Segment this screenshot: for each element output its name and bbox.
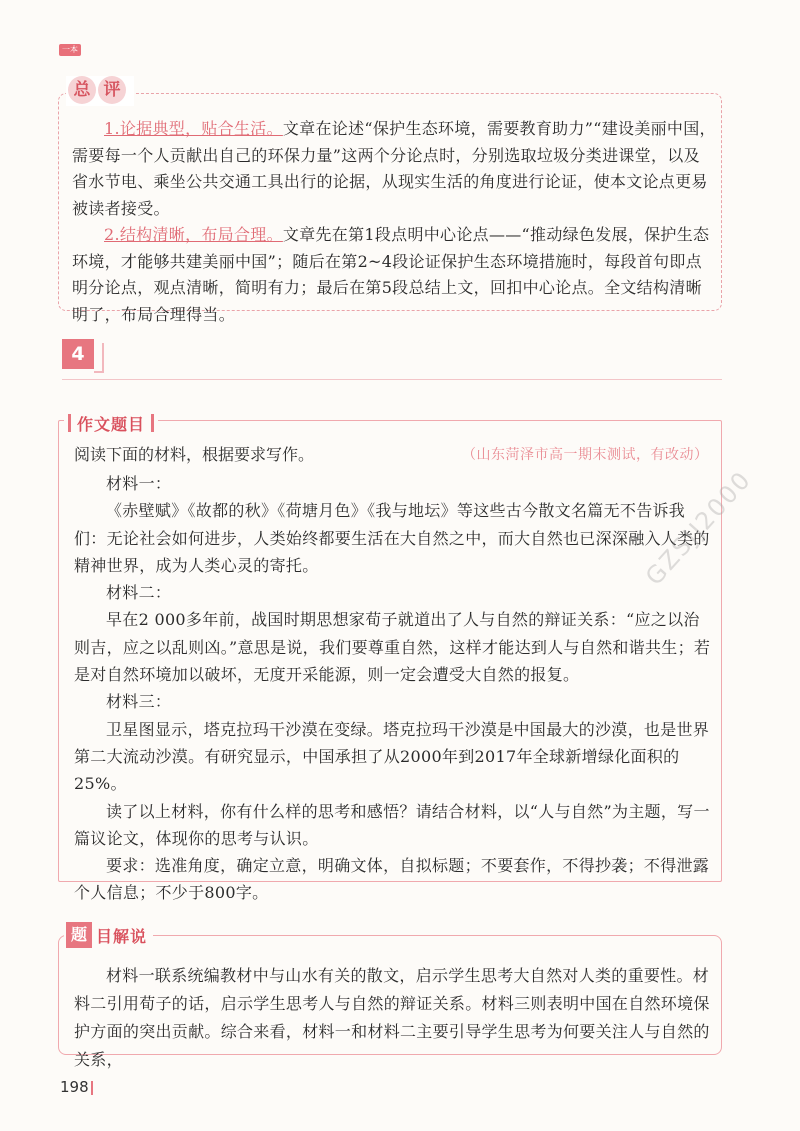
summary-badge-char-2: 评: [98, 76, 126, 104]
essay-body: [74, 470, 714, 907]
summary-badge: [66, 76, 134, 106]
essay-requirements: 要求：选准角度，确定立意，明确文体，自拟标题；不要套作，不得抄袭；不得泄露个人信息；不少于800字。: [74, 856, 710, 903]
essay-source: （山东菏泽市高一期末测试，有改动）: [462, 447, 709, 463]
summary-point-2-label: 2.结构清晰，布局合理。: [104, 225, 283, 244]
essay-prompt: 读了以上材料，你有什么样的思考和感悟？请结合材料，以“人与自然”为主题，写一篇议论文，体现你的思考与认识。: [74, 801, 710, 848]
analysis-badge: 题: [66, 922, 92, 948]
corner-tag: 一本: [59, 44, 81, 56]
essay-question-title: 作文题目: [77, 414, 146, 434]
section-number-decoration: [94, 343, 104, 373]
section-divider: [62, 379, 722, 380]
page-number-bar: [91, 1081, 93, 1095]
section-number-badge: 4: [62, 339, 94, 369]
summary-point-2-text: 文章先在第1段点明中心论点——“推动绿色发展，保护生态环境，才能够共建美丽中国”；随后在第2~4段论证保护生态环境措施时，每段首句即点明分论点，观点清晰，简明有力；最后在第5段总结上文，回扣中心论点。全文结构清晰明了，布局合理得当。: [72, 225, 710, 324]
analysis-text: 材料一联系统编教材中与山水有关的散文，启示学生思考大自然对人类的重要性。材料二引用荀子的话，启示学生思考人与自然的辩证关系。材料三则表明中国在自然环境保护方面的突出贡献。综合来看，材料一和材料二主要引导学生思考为何要关注人与自然的关系，: [74, 966, 710, 1069]
material-3-heading: 材料三：: [106, 692, 172, 712]
summary-point-1: [72, 116, 716, 222]
material-2-heading: 材料二：: [106, 583, 172, 603]
material-1-heading: 材料一：: [106, 474, 172, 493]
summary-point-2: [72, 222, 716, 328]
summary-point-1-text: 文章在论述“保护生态环境，需要教育助力”“建设美丽中国，需要每一个人贡献出自己的环保力量”这两个分论点时，分别选取垃圾分类进课堂，以及省水节电、乘坐公共交通工具出行的论据，从现实生活的角度进行论证，使本文论点更易被读者接受。: [72, 119, 716, 218]
header-bar-right: [151, 414, 154, 432]
essay-intro: 阅读下面的材料，根据要求写作。: [74, 445, 315, 464]
essay-question-header: [64, 410, 158, 436]
summary-text: [72, 116, 716, 328]
material-3-text: 卫星图显示，塔克拉玛干沙漠在变绿。塔克拉玛干沙漠是中国最大的沙漠，也是世界第二大流动沙漠。有研究显示，中国承担了从2000年到2017年全球新增绿化面积的25%。: [74, 719, 710, 794]
page-number: 198: [60, 1078, 89, 1096]
analysis-title: 目解说: [96, 926, 148, 946]
header-bar-left: [68, 414, 71, 432]
material-2-text: 早在2 000多年前，战国时期思想家荀子就道出了人与自然的辩证关系：“应之以治则吉，应之以乱则凶。”意思是说，我们要尊重自然，这样才能达到人与自然和谐共生；若是对自然环境加以破坏，无度开采能源，则一定会遭受大自然的报复。: [74, 610, 711, 685]
watermark: GZSJJ2000: [640, 465, 757, 591]
analysis-header: [64, 920, 153, 950]
summary-badge-char-1: 总: [68, 76, 96, 104]
material-1-text: 《赤壁赋》《故都的秋》《荷塘月色》《我与地坛》等这些古今散文名篇无不告诉我们：无论社会如何进步，人类始终都要生活在大自然之中，而大自然也已深深融入人类的精神世界，成为人类心灵的寄托。: [74, 501, 710, 575]
summary-point-1-label: 1.论据典型，贴合生活。: [104, 119, 283, 138]
